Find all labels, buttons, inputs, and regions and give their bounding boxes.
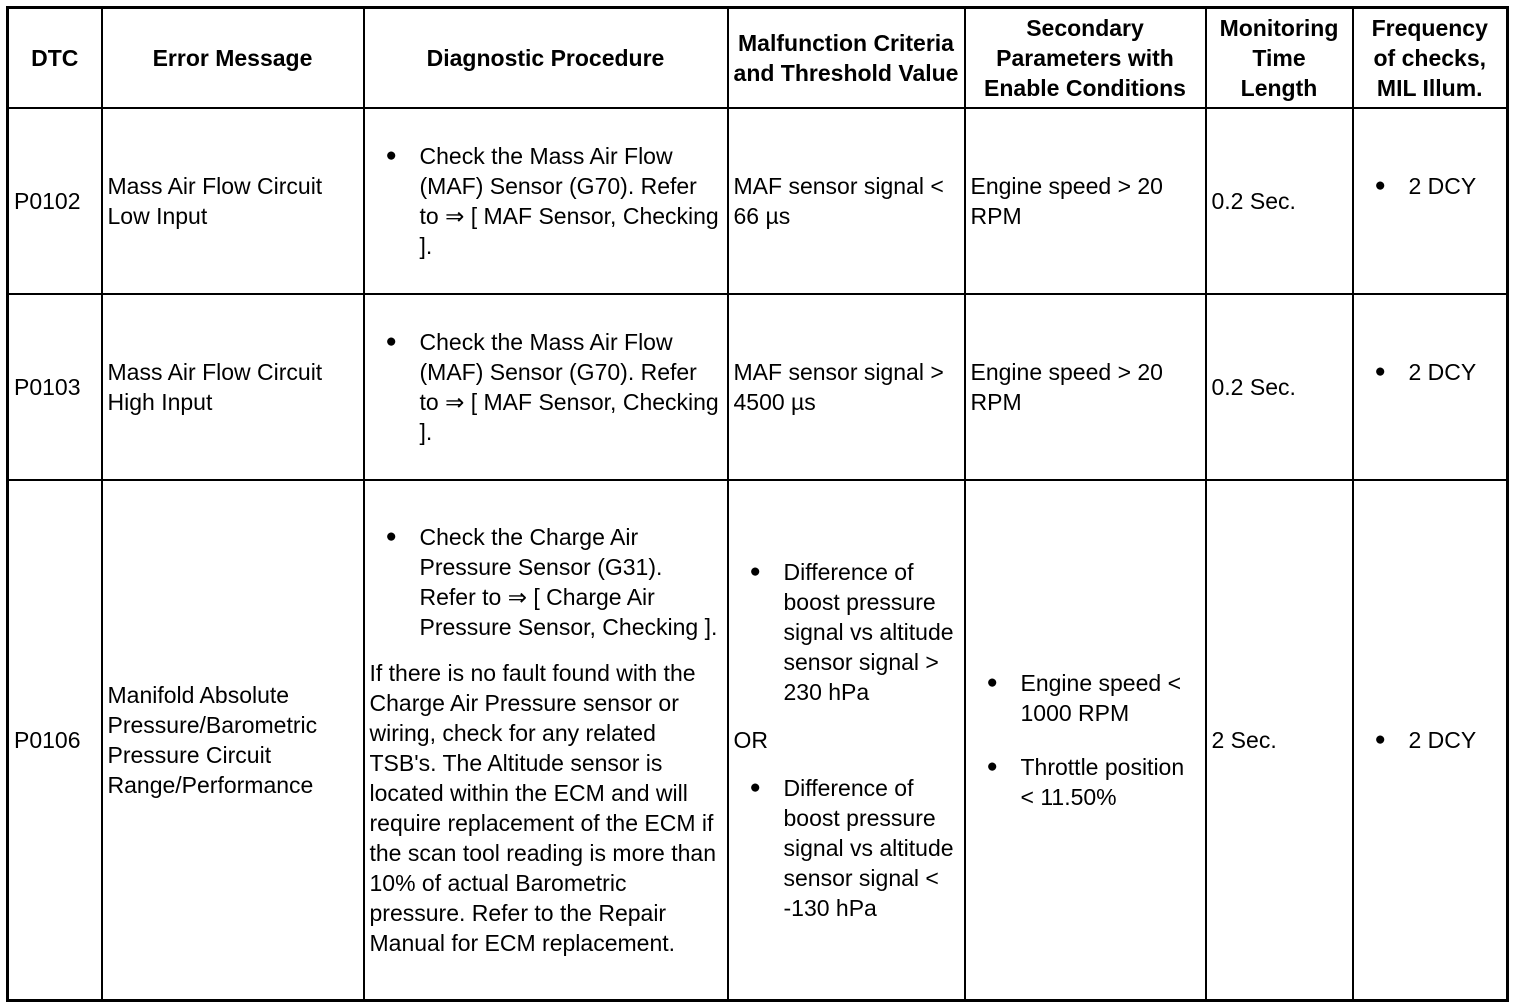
header-row [8,8,1508,108]
header-secondary-parameters: Secondary Parameters with Enable Conditions [965,8,1206,108]
monitoring-time: 0.2 Sec. [1206,108,1353,294]
frequency-cell [1353,294,1508,480]
frequency-cell [1353,108,1508,294]
criteria-item: ● Difference of boost pressure signal vs altitude sensor signal < -130 hPa [734,773,959,923]
dtc-code: P0102 [8,108,102,294]
table-row [8,480,1508,1001]
table-row [8,294,1508,480]
monitoring-time: 0.2 Sec. [1206,294,1353,480]
error-message: Mass Air Flow Circuit High Input [102,294,364,480]
diagnostic-procedure [364,108,728,294]
secondary-item: ● Engine speed < 1000 RPM [971,668,1200,728]
dtc-table [6,6,1509,1002]
frequency-value: ● 2 DCY [1359,171,1502,201]
error-message: Mass Air Flow Circuit Low Input [102,108,364,294]
diagnostic-procedure [364,480,728,1001]
procedure-step: ● Check the Mass Air Flow (MAF) Sensor (G70). Refer to ⇒ [ MAF Sensor, Checking ]. [370,141,722,261]
procedure-note: If there is no fault found with the Charge Air Pressure sensor or wiring, check for any related TSB's. The Altitude sensor is located within the ECM and will require replacement of the ECM if the scan tool reading is more than 10% of actual Barometric pressure. Refer to the Repair Manual for ECM replacement. [369,659,716,956]
dtc-code: P0103 [8,294,102,480]
header-monitoring-time: Monitoring Time Length [1206,8,1353,108]
frequency-value: ● 2 DCY [1359,725,1502,755]
malfunction-criteria: MAF sensor signal < 66 µs [728,108,965,294]
header-diagnostic-procedure: Diagnostic Procedure [364,8,728,108]
malfunction-criteria [728,480,965,1001]
header-frequency: Frequency of checks, MIL Illum. [1353,8,1508,108]
frequency-cell [1353,480,1508,1001]
secondary-parameters [965,480,1206,1001]
procedure-step: ● Check the Mass Air Flow (MAF) Sensor (G70). Refer to ⇒ [ MAF Sensor, Checking ]. [370,327,722,447]
secondary-item: ● Throttle position < 11.50% [971,752,1200,812]
criteria-or: OR [733,726,768,753]
criteria-item: ● Difference of boost pressure signal vs altitude sensor signal > 230 hPa [734,557,959,707]
header-malfunction-criteria: Malfunction Criteria and Threshold Value [728,8,965,108]
secondary-parameters: Engine speed > 20 RPM [965,108,1206,294]
dtc-code: P0106 [8,480,102,1001]
malfunction-criteria: MAF sensor signal > 4500 µs [728,294,965,480]
monitoring-time: 2 Sec. [1206,480,1353,1001]
frequency-value: ● 2 DCY [1359,357,1502,387]
procedure-step: ● Check the Charge Air Pressure Sensor (G31). Refer to ⇒ [ Charge Air Pressure Sensor, Checking ]. [370,522,722,642]
secondary-parameters: Engine speed > 20 RPM [965,294,1206,480]
error-message: Manifold Absolute Pressure/Barometric Pressure Circuit Range/Performance [102,480,364,1001]
header-error-message: Error Message [102,8,364,108]
table-row [8,108,1508,294]
header-dtc: DTC [8,8,102,108]
diagnostic-procedure [364,294,728,480]
